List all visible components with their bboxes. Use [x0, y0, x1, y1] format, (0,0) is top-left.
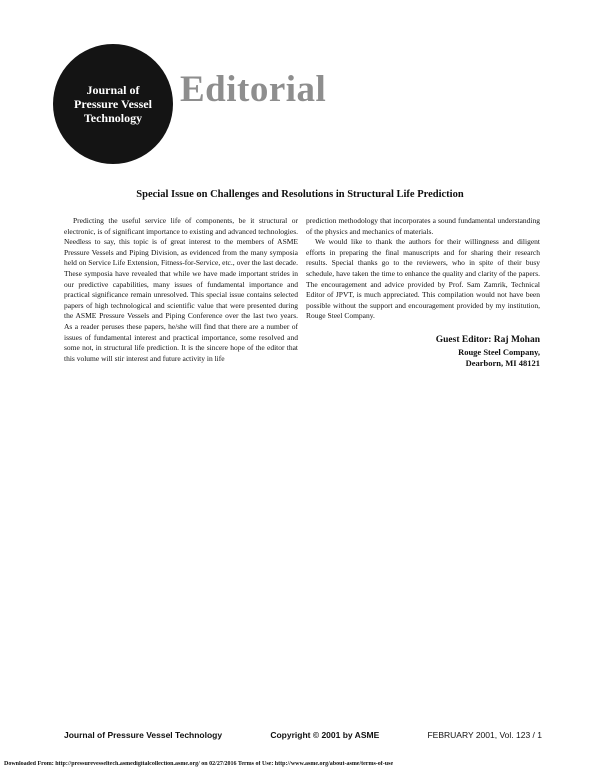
section-heading: Editorial — [180, 69, 327, 110]
body-paragraph-1-continued: prediction methodology that incorporates a sound fundamental understanding of the physics and mechanics of materials. — [306, 216, 540, 236]
footer-journal-name: Journal of Pressure Vessel Technology — [64, 730, 223, 740]
page-footer — [64, 730, 542, 740]
footer-issue-info: FEBRUARY 2001, Vol. 123 / 1 — [427, 730, 542, 740]
guest-editor-name: Guest Editor: Raj Mohan — [435, 334, 540, 345]
footer-copyright: Copyright © 2001 by ASME — [270, 730, 380, 740]
article-title: Special Issue on Challenges and Resolutions in Structural Life Prediction — [136, 189, 464, 200]
signature-block — [306, 334, 540, 370]
logo-line-1: Journal of — [86, 83, 140, 97]
left-column — [64, 216, 298, 364]
download-notice: Downloaded From: http://pressurevesseltech.asmedigitalcollection.asme.org/ on 02/27/2016 Terms of Use: http://www.asme.org/about-asme/terms-of-use — [4, 761, 394, 767]
journal-logo-text — [63, 83, 163, 125]
journal-logo — [53, 44, 173, 164]
body-paragraph-2: We would like to thank the authors for their willingness and diligent efforts in preparing the final manuscripts and for sharing their research results. Special thanks go to the reviewers, who in spite of their busy schedule, have taken the time to enhance the quality and clarity of the papers. The encouragement and advice provided by Prof. Sam Zamrik, Technical Editor of JPVT, is much appreciated. This compilation would not have been possible without the support and encouragement provided by my institution, Rouge Steel Company. — [306, 237, 540, 321]
logo-line-2: Pressure Vessel — [74, 97, 152, 111]
right-column — [306, 216, 540, 370]
body-paragraph-1: Predicting the useful service life of components, be it structural or electronic, is of significant importance to existing and advanced technologies. Needless to say, this topic is of great interest to the members of ASME Pressure Vessels and Piping Division, as evidenced from the many symposia held on Service Life Extension, Fitness-for-Service, etc., over the last decade. These symposia have revealed that while we have made important strides in our predictive capabilities, many issues of fundamental importance and practical significance remain unresolved. This special issue contains selected papers of high technological and scientific value that were presented during the ASME Pressure Vessels and Piping Conference over the last two years. As a reader peruses these papers, he/she will find that there are a number of issues of fundamental interest and practical importance, some resolved and some not, in structural life prediction. It is the sincere hope of the editor that this volume will stir interest and future activity in life — [64, 216, 298, 363]
guest-editor-organization: Rouge Steel Company, — [458, 346, 540, 357]
logo-line-3: Technology — [83, 111, 143, 125]
guest-editor-location: Dearborn, MI 48121 — [465, 358, 540, 369]
